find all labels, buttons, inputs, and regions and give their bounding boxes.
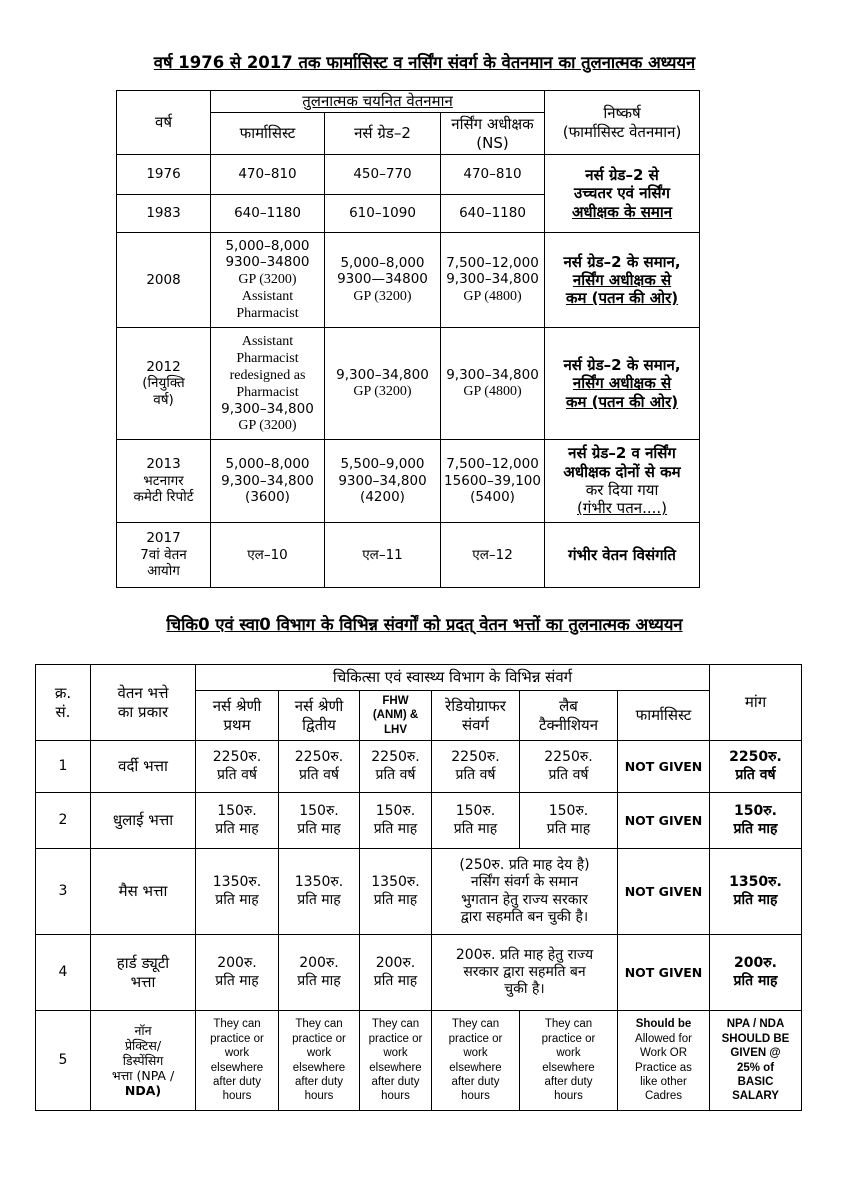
conclusion-cell: नर्स ग्रेड–2 के समान, नर्सिंग अधीक्षक से कम (पतन की ओर) xyxy=(545,328,700,440)
value-cell: 150रु. प्रति माह xyxy=(196,793,279,849)
header-selected-pay: तुलनात्मक चयनित वेतनमान xyxy=(211,91,545,113)
demand-cell: 1350रु. प्रति माह xyxy=(710,849,802,935)
ns-cell: 640–1180 xyxy=(441,195,545,233)
pharmacist-cell: NOT GIVEN xyxy=(618,849,710,935)
value-cell: 2250रु. प्रति वर्ष xyxy=(196,741,279,793)
year-cell: 2017 7वां वेतन आयोग xyxy=(117,523,211,588)
ns-cell: 7,500–12,000 15600–39,100 (5400) xyxy=(441,440,545,523)
ns-cell: 9,300–34,800 GP (4800) xyxy=(441,328,545,440)
header-allowance-type: वेतन भत्ते का प्रकार xyxy=(91,665,196,741)
value-cell: They can practice or work elsewhere after duty hours xyxy=(279,1011,360,1111)
value-cell: 150रु. प्रति माह xyxy=(432,793,520,849)
value-cell: 2250रु. प्रति वर्ष xyxy=(360,741,432,793)
demand-cell: NPA / NDA SHOULD BE GIVEN @ 25% of BASIC SALARY xyxy=(710,1011,802,1111)
ns-cell: 7,500–12,000 9,300–34,800 GP (4800) xyxy=(441,233,545,328)
table1-title: वर्ष 1976 से 2017 तक फार्मासिस्ट व नर्सिंग संवर्ग के वेतनमान का तुलनात्मक अध्ययन xyxy=(153,53,696,72)
serial-cell: 1 xyxy=(36,741,91,793)
allowance-type-cell: हार्ड ड्यूटी भत्ता xyxy=(91,935,196,1011)
value-cell: They can practice or work elsewhere after duty hours xyxy=(360,1011,432,1111)
pharm-cell: एल–10 xyxy=(211,523,325,588)
header-fhw-anm-lhv: FHW (ANM) & LHV xyxy=(360,691,432,741)
table-row xyxy=(117,328,700,440)
value-cell: 2250रु. प्रति वर्ष xyxy=(432,741,520,793)
header-cadres: चिकित्सा एवं स्वास्थ्य विभाग के विभिन्न संवर्ग xyxy=(196,665,710,691)
table-row xyxy=(36,849,802,935)
value-cell: They can practice or work elsewhere after duty hours xyxy=(520,1011,618,1111)
pharm-cell: 5,000–8,000 9300–34800 GP (3200) Assistant Pharmacist xyxy=(211,233,325,328)
value-cell: 150रु. प्रति माह xyxy=(520,793,618,849)
value-cell: They can practice or work elsewhere after duty hours xyxy=(196,1011,279,1111)
header-radiographer: रेडियोग्राफर संवर्ग xyxy=(432,691,520,741)
value-cell: 1350रु. प्रति माह xyxy=(279,849,360,935)
year-cell: 2012 (नियुक्ति वर्ष) xyxy=(117,328,211,440)
pharmacist-cell: Should be Allowed for Work OR Practice as like other Cadres xyxy=(618,1011,710,1111)
value-cell: 200रु. प्रति माह xyxy=(279,935,360,1011)
table-row xyxy=(36,741,802,793)
pharm-cell: 640–1180 xyxy=(211,195,325,233)
pharm-cell: 5,000–8,000 9,300–34,800 (3600) xyxy=(211,440,325,523)
conclusion-cell: नर्स ग्रेड–2 के समान, नर्सिंग अधीक्षक से कम (पतन की ओर) xyxy=(545,233,700,328)
value-cell: 2250रु. प्रति वर्ष xyxy=(279,741,360,793)
value-cell: 150रु. प्रति माह xyxy=(360,793,432,849)
table-row xyxy=(117,440,700,523)
demand-cell: 150रु. प्रति माह xyxy=(710,793,802,849)
pay-scale-comparison-table xyxy=(116,90,700,588)
header-pharmacist: फार्मासिस्ट xyxy=(618,691,710,741)
pharmacist-cell: NOT GIVEN xyxy=(618,741,710,793)
value-cell: 200रु. प्रति माह xyxy=(360,935,432,1011)
header-demand: मांग xyxy=(710,665,802,741)
year-cell: 2008 xyxy=(117,233,211,328)
allowances-comparison-table xyxy=(35,664,802,1111)
pharmacist-cell: NOT GIVEN xyxy=(618,935,710,1011)
value-cell: 2250रु. प्रति वर्ष xyxy=(520,741,618,793)
pharmacist-cell: NOT GIVEN xyxy=(618,793,710,849)
conclusion-cell: गंभीर वेतन विसंगति xyxy=(545,523,700,588)
table-row xyxy=(36,935,802,1011)
table-row xyxy=(36,1011,802,1111)
header-nurse-grade2: नर्स श्रेणी द्वितीय xyxy=(279,691,360,741)
pharm-cell: 470–810 xyxy=(211,155,325,195)
value-cell: They can practice or work elsewhere after duty hours xyxy=(432,1011,520,1111)
nurse-cell: 5,000–8,000 9300—34800 GP (3200) xyxy=(325,233,441,328)
header-nursing-superintendent: नर्सिंग अधीक्षक (NS) xyxy=(441,113,545,155)
allowance-type-cell: वर्दी भत्ता xyxy=(91,741,196,793)
serial-cell: 3 xyxy=(36,849,91,935)
year-cell: 1976 xyxy=(117,155,211,195)
table2-title: चिकि0 एवं स्वा0 विभाग के विभिन्न संवर्गों को प्रदत् वेतन भत्तों का तुलनात्मक अध्ययन xyxy=(166,615,683,634)
table-row xyxy=(36,793,802,849)
header-lab-technician: लैब टैक्नीशियन xyxy=(520,691,618,741)
header-serial: क्र. सं. xyxy=(36,665,91,741)
serial-cell: 2 xyxy=(36,793,91,849)
value-cell: 150रु. प्रति माह xyxy=(279,793,360,849)
value-cell: 1350रु. प्रति माह xyxy=(360,849,432,935)
header-nurse-grade1: नर्स श्रेणी प्रथम xyxy=(196,691,279,741)
header-year: वर्ष xyxy=(117,91,211,155)
header-conclusion: निष्कर्ष (फार्मासिस्ट वेतनमान) xyxy=(545,91,700,155)
serial-cell: 4 xyxy=(36,935,91,1011)
ns-cell: एल–12 xyxy=(441,523,545,588)
allowance-type-cell: धुलाई भत्ता xyxy=(91,793,196,849)
merged-note-cell: 200रु. प्रति माह हेतु राज्य सरकार द्वारा सहमति बन चुकी है। xyxy=(432,935,618,1011)
nurse-cell: 450–770 xyxy=(325,155,441,195)
header-nurse-grade2: नर्स ग्रेड–2 xyxy=(325,113,441,155)
conclusion-cell: नर्स ग्रेड–2 से उच्चतर एवं नर्सिंग अधीक्षक के समान xyxy=(545,155,700,233)
year-cell: 2013 भटनागर कमेटी रिपोर्ट xyxy=(117,440,211,523)
ns-cell: 470–810 xyxy=(441,155,545,195)
table-row xyxy=(117,233,700,328)
pharm-cell: Assistant Pharmacist redesigned as Pharmacist 9,300–34,800 GP (3200) xyxy=(211,328,325,440)
table-row xyxy=(117,155,700,195)
nurse-cell: 5,500–9,000 9300–34,800 (4200) xyxy=(325,440,441,523)
allowance-type-cell: मैस भत्ता xyxy=(91,849,196,935)
value-cell: 200रु. प्रति माह xyxy=(196,935,279,1011)
nurse-cell: 9,300–34,800 GP (3200) xyxy=(325,328,441,440)
header-pharmacist: फार्मासिस्ट xyxy=(211,113,325,155)
value-cell: 1350रु. प्रति माह xyxy=(196,849,279,935)
allowance-type-cell: नॉन प्रेक्टिस/ डिस्पेंसिग भत्ता (NPA / NDA) xyxy=(91,1011,196,1111)
year-cell: 1983 xyxy=(117,195,211,233)
nurse-cell: 610–1090 xyxy=(325,195,441,233)
serial-cell: 5 xyxy=(36,1011,91,1111)
demand-cell: 200रु. प्रति माह xyxy=(710,935,802,1011)
conclusion-cell: नर्स ग्रेड–2 व नर्सिंग अधीक्षक दोनों से कम कर दिया गया (गंभीर पतन....) xyxy=(545,440,700,523)
demand-cell: 2250रु. प्रति वर्ष xyxy=(710,741,802,793)
table-row xyxy=(117,523,700,588)
merged-note-cell: (250रु. प्रति माह देय है) नर्सिंग संवर्ग के समान भुगतान हेतु राज्य सरकार द्वारा सहमति बन चुकी है। xyxy=(432,849,618,935)
nurse-cell: एल–11 xyxy=(325,523,441,588)
